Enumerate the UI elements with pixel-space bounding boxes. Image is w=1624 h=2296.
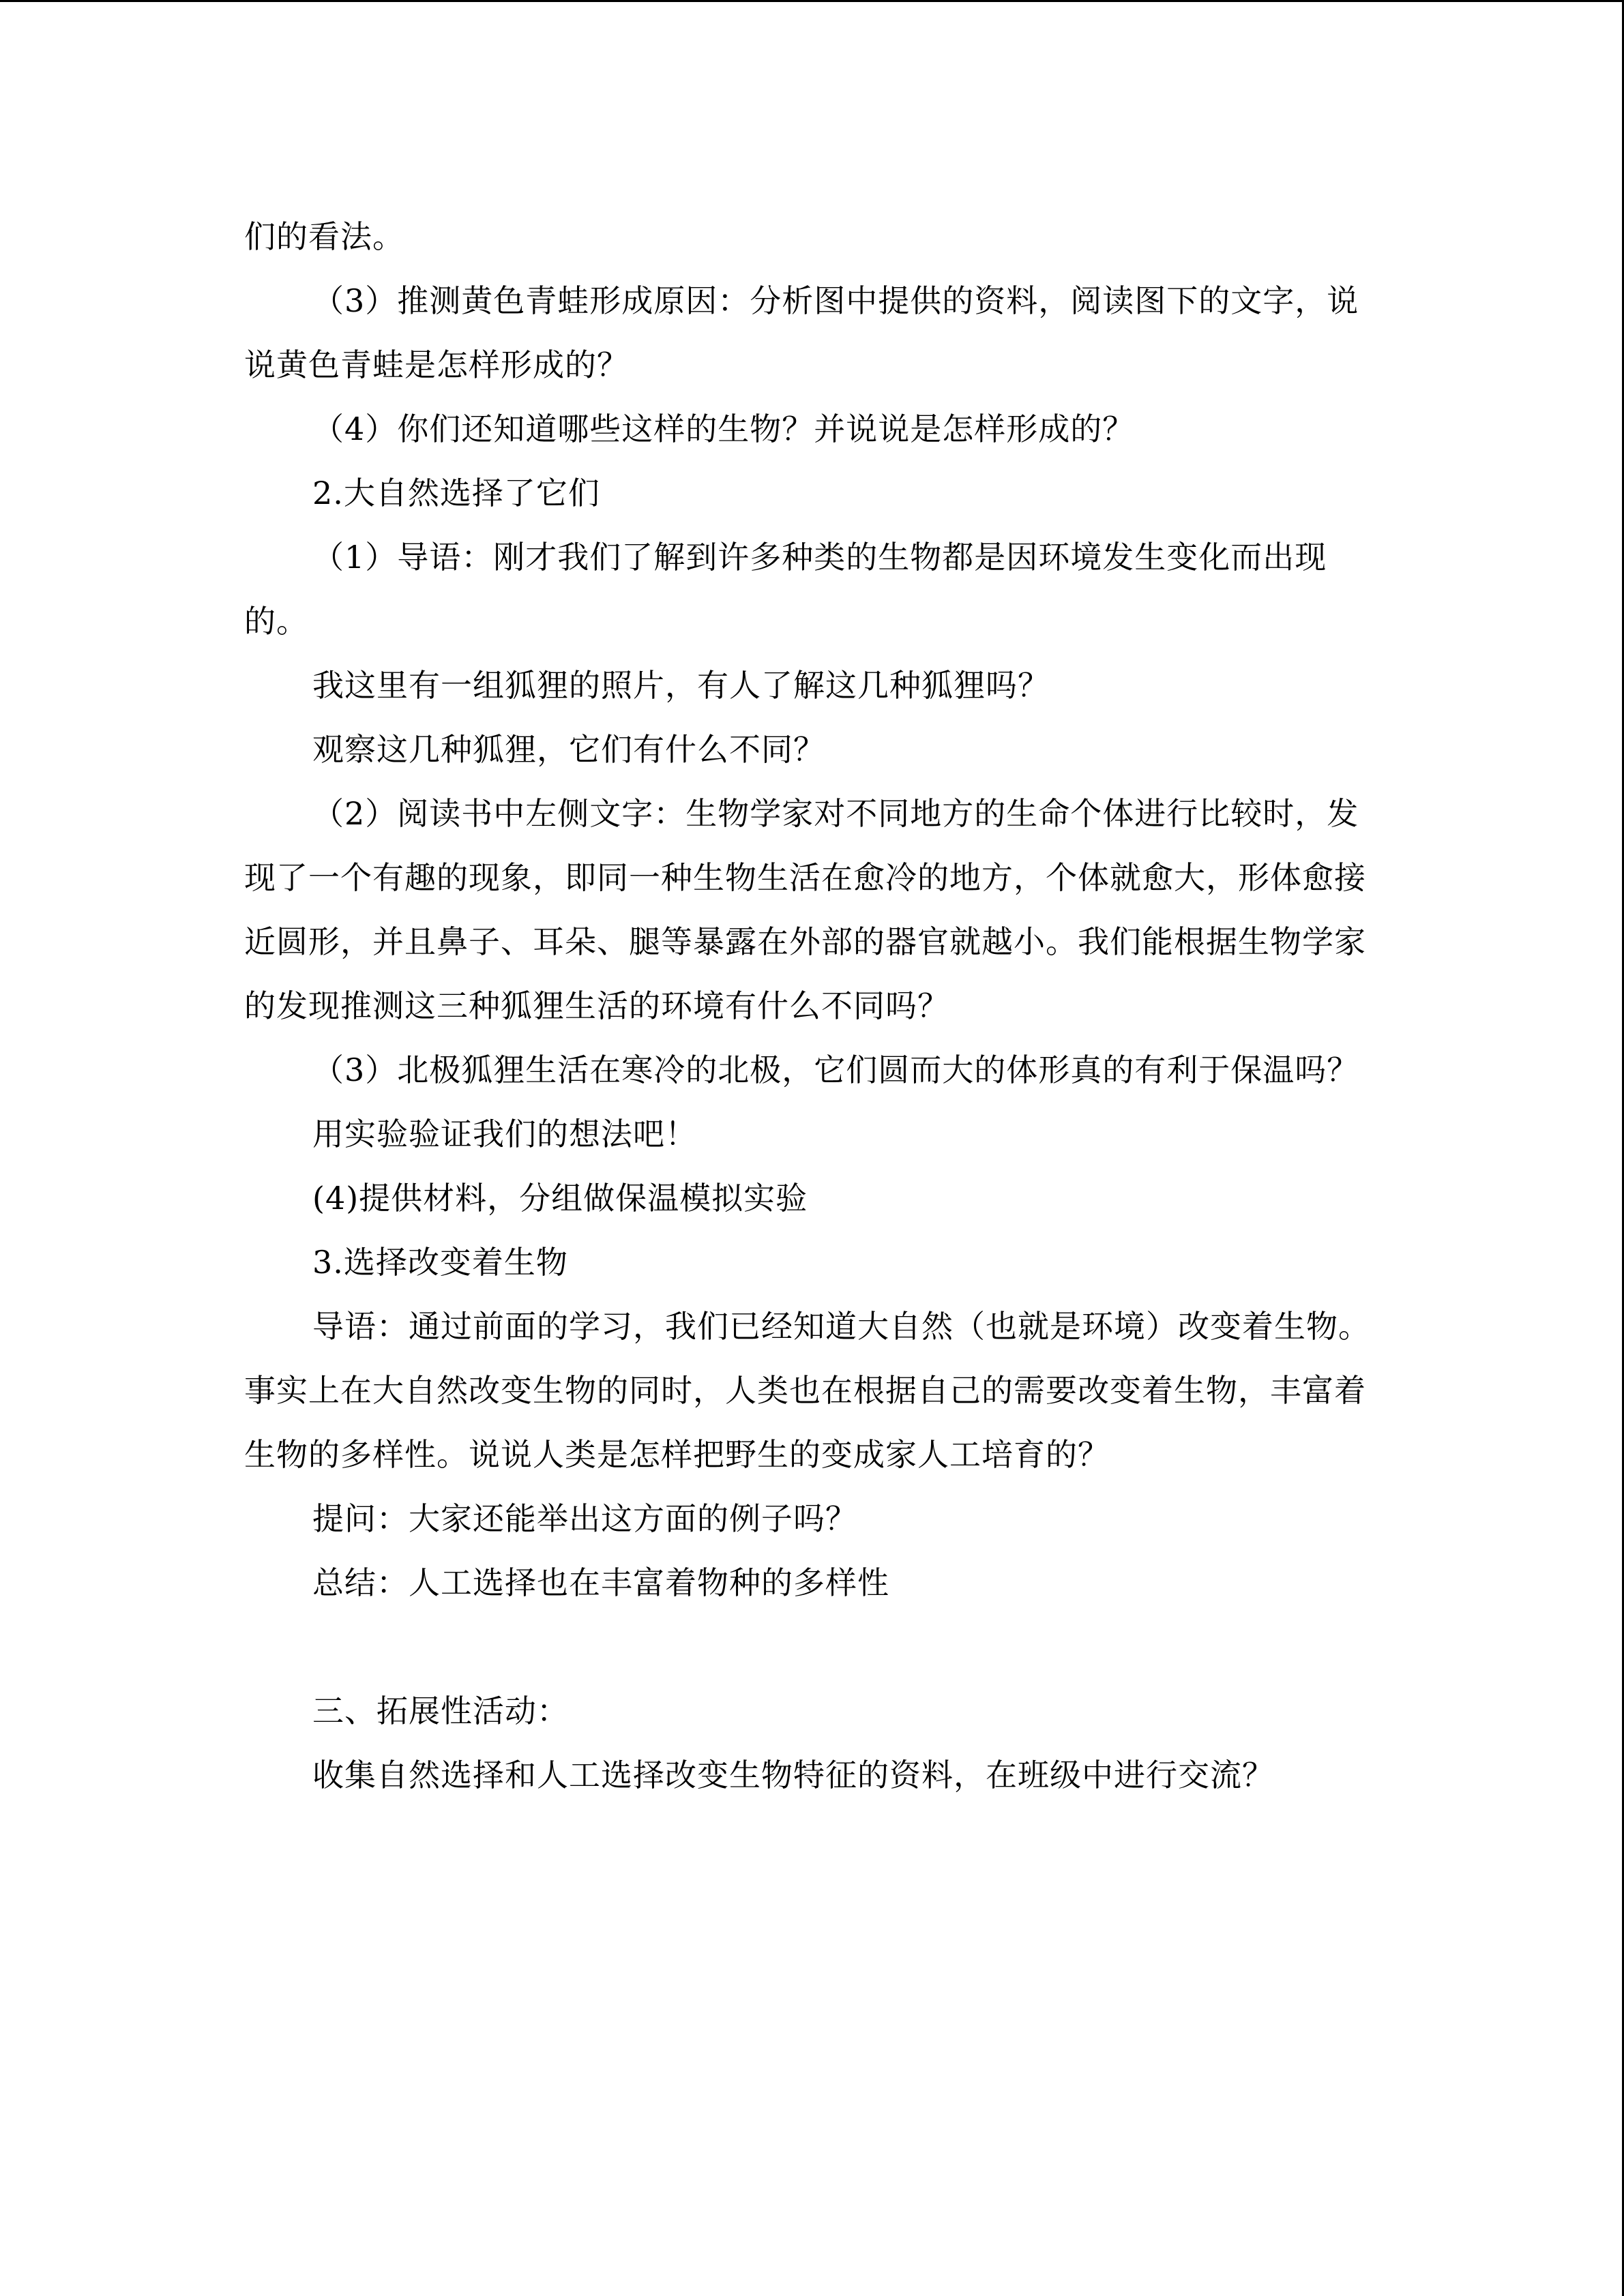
paragraph-extension-task: 收集自然选择和人工选择改变生物特征的资料，在班级中进行交流？ [312,1757,1274,1793]
paragraph-observe-foxes: 观察这几种狐狸，它们有什么不同？ [312,731,825,768]
paragraph-materials: (4)提供材料，分组做保温模拟实验 [312,1180,808,1217]
paragraph-fox-photos: 我这里有一组狐狸的照片，有人了解这几种狐狸吗？ [312,667,1050,704]
paragraph-other-creatures: （4）你们还知道哪些这样的生物？并说说是怎样形成的？ [312,411,1135,447]
paragraph-frog-cause: （3）推测黄色青蛙形成原因：分析图中提供的资料，阅读图下的文字，说说黄色青蛙是怎样形成的？ [244,282,1359,383]
paragraph-continuation: 们的看法。 [244,218,404,255]
paragraph-spacer [244,1615,1378,1679]
section-heading-natural-selection: 2.大自然选择了它们 [312,475,600,511]
paragraph-artificial-intro: 导语：通过前面的学习，我们已经知道大自然（也就是环境）改变着生物。事实上在大自然改变生物的同时，人类也在根据自己的需要改变着生物，丰富着生物的多样性。说说人类是怎样把野生的变成家人工培育的？ [244,1308,1370,1473]
paragraph-arctic-fox: （3）北极狐狸生活在寒冷的北极，它们圆而大的体形真的有利于保温吗？ [312,1052,1359,1088]
page-top-border [0,0,1624,2]
paragraph-experiment: 用实验验证我们的想法吧！ [312,1116,697,1152]
paragraph-biologist-text: （2）阅读书中左侧文字：生物学家对不同地方的生命个体进行比较时，发现了一个有趣的现象，即同一种生物生活在愈冷的地方，个体就愈大，形体愈接近圆形，并且鼻子、耳朵、腿等暴露在外部的器官就越小。我们能根据生物学家的发现推测这三种狐狸生活的环境有什么不同吗？ [244,795,1366,1024]
document-body [244,205,1378,1807]
paragraph-summary: 总结：人工选择也在丰富着物种的多样性 [312,1564,889,1601]
paragraph-intro-environment: （1）导语：刚才我们了解到许多种类的生物都是因环境发生变化而出现的。 [244,539,1327,640]
paragraph-question: 提问：大家还能举出这方面的例子吗？ [312,1500,857,1537]
section-heading-selection-changes: 3.选择改变着生物 [312,1244,568,1281]
section-heading-extension: 三、拓展性活动： [312,1693,569,1729]
